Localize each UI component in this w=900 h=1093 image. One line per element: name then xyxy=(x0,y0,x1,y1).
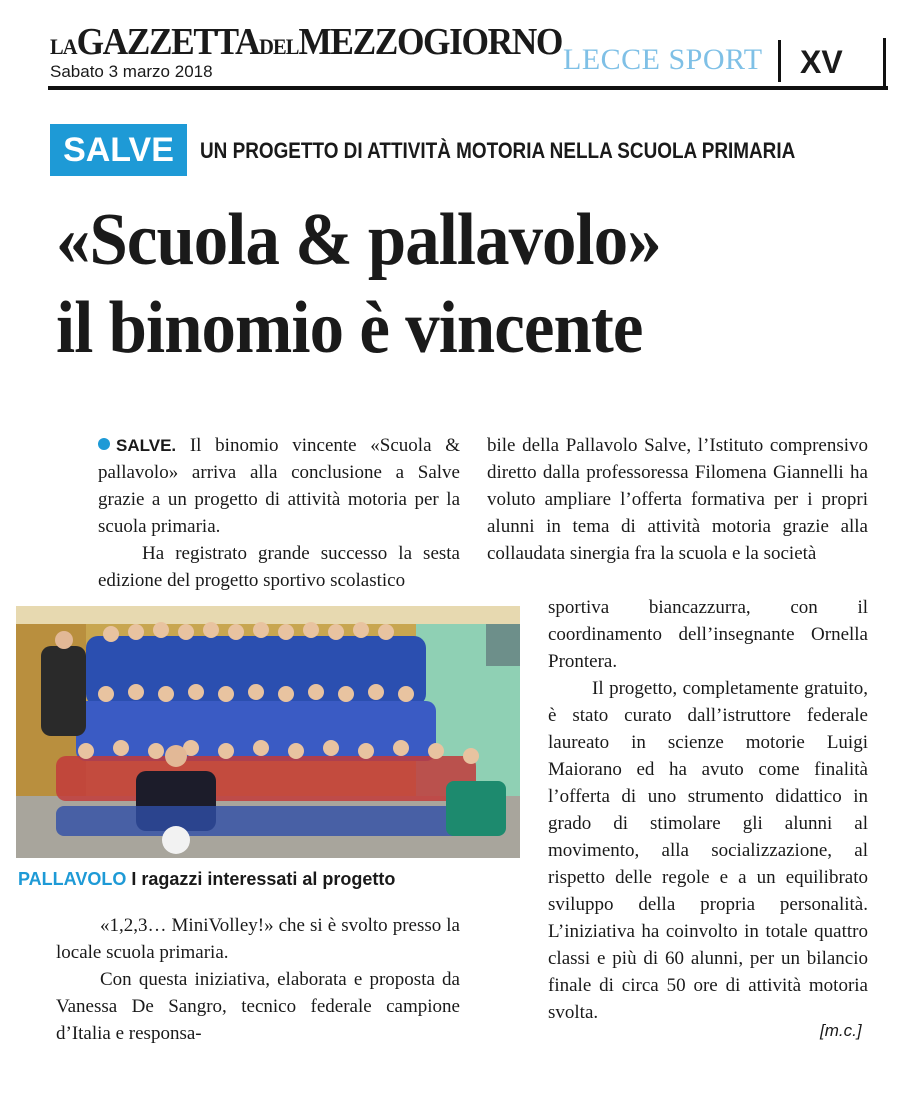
header-rule xyxy=(48,86,888,90)
logo-del: DEL xyxy=(259,34,299,59)
logo-gazzetta: GAZZETTA xyxy=(76,21,260,63)
caption-label: PALLAVOLO xyxy=(18,869,127,889)
paragraph-5: bile della Pallavolo Salve, l’Istituto comprensivo diretto dalla professoressa Filomena Giannelli ha voluto ampliare l’offerta formativa per i propri alunni in tema di attività motoria grazie alla collaudata sinergia fra la scuola e la società xyxy=(487,435,868,564)
paragraph-6: sportiva biancazzurra, con il coordinamento dell’insegnante Ornella Prontera. xyxy=(548,597,868,672)
article-kicker: UN PROGETTO DI ATTIVITÀ MOTORIA NELLA SCUOLA PRIMARIA xyxy=(200,138,796,163)
paragraph-4: Con questa iniziativa, elaborata e proposta da Vanessa De Sangro, tecnico federale campione d’Italia e responsa- xyxy=(56,969,460,1044)
column-2-top xyxy=(487,432,868,567)
paragraph-7: Il progetto, completamente gratuito, è stato curato dall’istruttore federale laureato in scienze motorie Luigi Maiorano ed ha avuto come finalità l’offerta di uno strumento didattico in grado di stimolare gli alunni al movimento, alla socializzazione, al rispetto delle regole e a un equilibrato sviluppo della propria personalità. L’iniziativa ha coinvolto in totale quattro classi e più di 60 alunni, per un bilancio finale di circa 50 ore di attività motoria svolta. xyxy=(548,678,868,1023)
photo-caption xyxy=(18,869,395,890)
caption-text: I ragazzi interessati al progetto xyxy=(131,869,396,889)
location-tag: SALVE xyxy=(50,124,187,176)
headline-line-2: il binomio è vincente xyxy=(56,287,643,369)
issue-date: Sabato 3 marzo 2018 xyxy=(50,62,213,81)
column-1-top xyxy=(98,432,460,594)
header-divider-right xyxy=(883,38,886,88)
paragraph-1: Il binomio vincente «Scuola & pallavolo» arriva alla conclusione a Salve grazie a un progetto di attività motoria per la scuola primaria. xyxy=(98,435,460,537)
bullet-icon xyxy=(98,438,110,450)
author-signature: [m.c.] xyxy=(820,1021,862,1040)
section-title: LECCE SPORT xyxy=(563,43,763,76)
paragraph-3: «1,2,3… MiniVolley!» che si è svolto presso la locale scuola primaria. xyxy=(56,915,460,963)
group-photo-illustration xyxy=(16,606,520,858)
header-divider xyxy=(778,40,781,82)
page-number: XV xyxy=(800,44,843,80)
lead-dateline: SALVE. xyxy=(116,436,177,455)
logo-mezzogiorno: MEZZOGIORNO xyxy=(298,21,562,63)
column-1-bottom xyxy=(56,912,460,1047)
article-photo xyxy=(16,606,520,858)
logo-la: LA xyxy=(50,34,77,59)
newspaper-logo xyxy=(50,22,562,67)
paragraph-2: Ha registrato grande successo la sesta edizione del progetto sportivo scolastico xyxy=(98,543,460,591)
masthead xyxy=(50,22,600,67)
column-2-mid xyxy=(548,594,868,675)
headline-line-1: «Scuola & pallavolo» xyxy=(56,199,661,281)
column-2-bottom xyxy=(487,675,868,1026)
article-headline xyxy=(56,196,828,372)
